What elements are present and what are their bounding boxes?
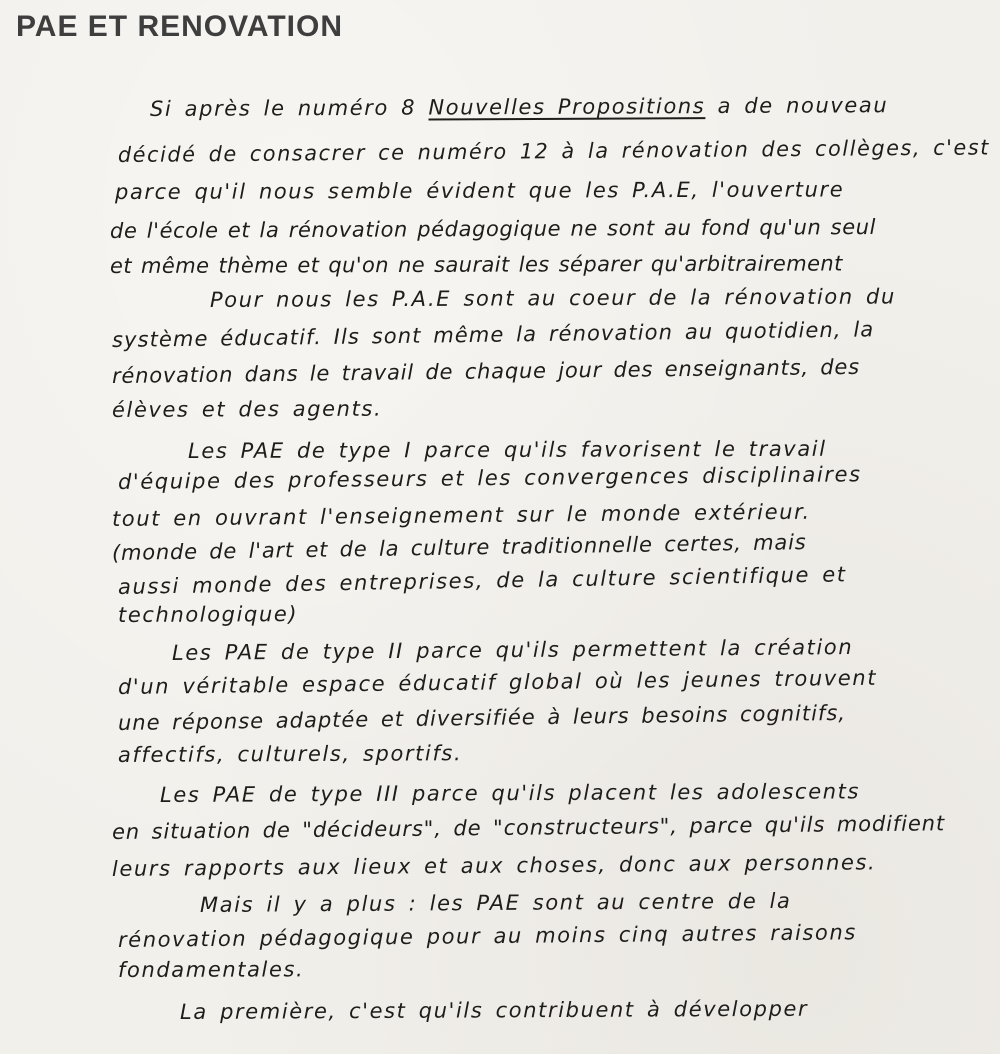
handwritten-line-10: Les PAE de type I parce qu'ils favorisent le travail (187, 436, 827, 463)
handwritten-line-11: d'équipe des professeurs et les convergences disciplinaires (117, 462, 862, 494)
line-1-start: Si après le numéro 8 (149, 95, 429, 121)
handwritten-line-22: leurs rapports aux lieux et aux choses, donc aux personnes. (111, 850, 877, 881)
handwritten-line-17: d'un véritable espace éducatif global où les jeunes trouvent (117, 665, 878, 699)
handwritten-line-14: aussi monde des entreprises, de la culture scientifique et (117, 562, 847, 599)
handwritten-line-2: décidé de consacrer ce numéro 12 à la rénovation des collèges, c'est (117, 135, 991, 167)
line-1-end: a de nouveau (705, 93, 889, 119)
handwritten-line-15: technologique) (117, 602, 299, 627)
handwritten-line-1 (150, 93, 888, 121)
handwritten-line-19: affectifs, culturels, sportifs. (117, 741, 463, 767)
handwritten-line-9: élèves et des agents. (111, 396, 383, 422)
handwritten-line-26: La première, c'est qu'ils contribuent à développer (179, 996, 809, 1024)
handwritten-line-5: et même thème et qu'on ne saurait les séparer qu'arbitrairement (109, 251, 843, 278)
handwritten-line-4: de l'école et la rénovation pédagogique ne sont au fond qu'un seul (109, 214, 877, 243)
handwritten-line-24: rénovation pédagogique pour au moins cinq autres raisons (117, 920, 857, 952)
handwritten-line-13: (monde de l'art et de la culture traditionnelle certes, mais (111, 530, 807, 565)
page-title: PAE ET RENOVATION (16, 10, 344, 43)
handwritten-line-18: une réponse adaptée et diversifiée à leurs besoins cognitifs, (117, 700, 847, 735)
handwritten-line-25: fondamentales. (117, 957, 305, 982)
handwritten-line-23: Mais il y a plus : les PAE sont au centre de la (199, 888, 792, 917)
handwritten-line-21: en situation de "décideurs", de "constructeurs", parce qu'ils modifient (111, 811, 946, 844)
handwritten-line-6: Pour nous les P.A.E sont au coeur de la rénovation du (209, 284, 896, 312)
handwritten-line-16: Les PAE de type II parce qu'ils permettent la création (171, 635, 854, 665)
underlined-publication-title: Nouvelles Propositions (428, 94, 706, 120)
handwritten-line-8: rénovation dans le travail de chaque jour des enseignants, des (111, 354, 861, 388)
handwritten-line-20: Les PAE de type III parce qu'ils placent les adolescents (159, 779, 861, 807)
handwritten-line-3: parce qu'il nous semble évident que les P.A.E, l'ouverture (114, 177, 845, 204)
handwritten-line-12: tout en ouvrant l'enseignement sur le monde extérieur. (111, 499, 811, 531)
handwritten-line-7: système éducatif. Ils sont même la rénovation au quotidien, la (111, 317, 875, 352)
